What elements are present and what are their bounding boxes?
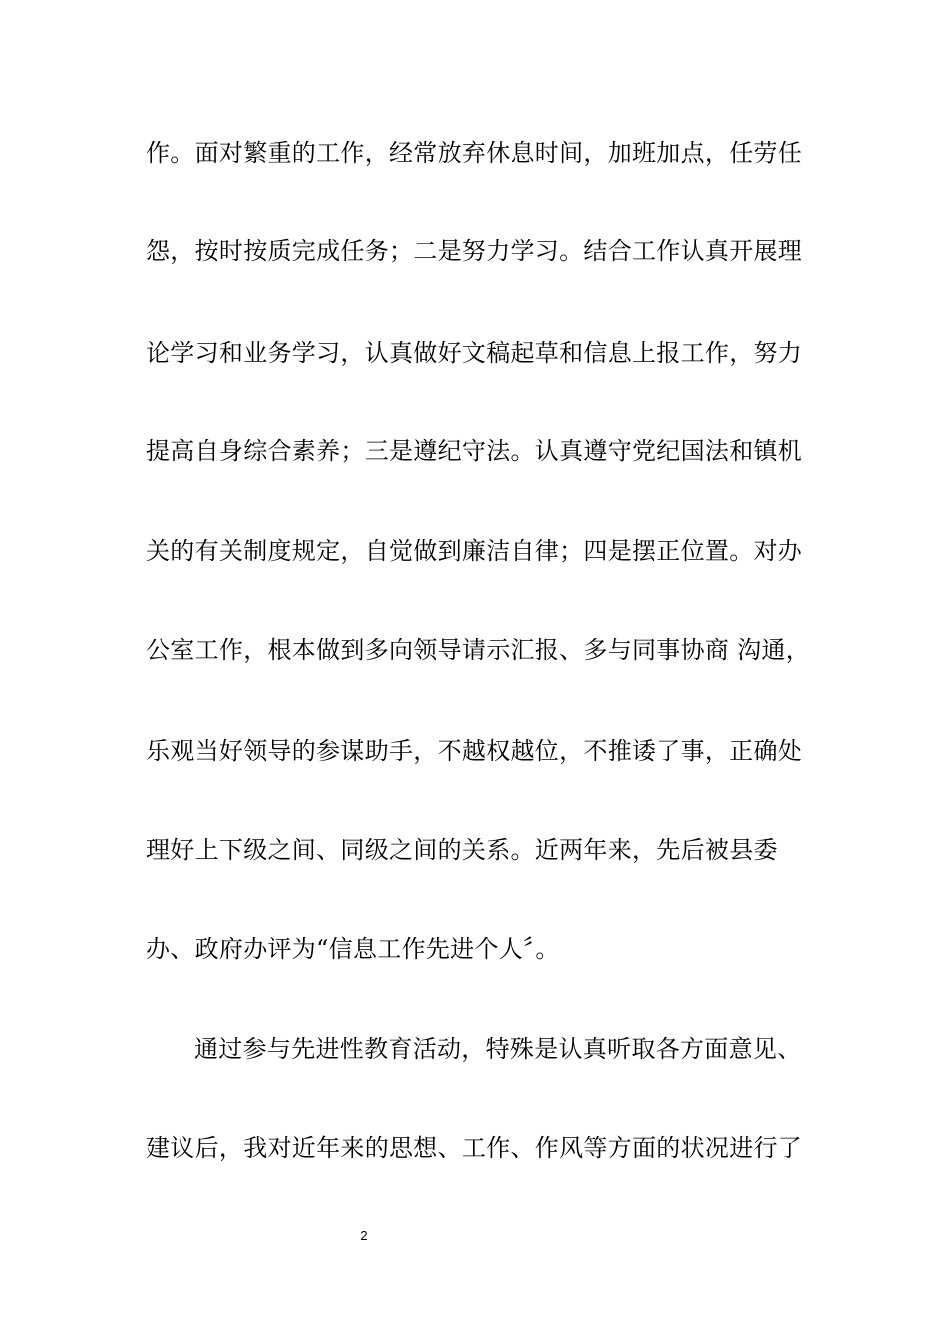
text-line: 理好上下级之间、同级之间的关系。近两年来，先后被县委 <box>146 836 778 864</box>
text-line: 怨，按时按质完成任务；二是努力学习。结合工作认真开展理 <box>146 237 803 265</box>
text-line: 建议后，我对近年来的思想、工作、作风等方面的状况进行了 <box>146 1134 803 1162</box>
text-line: 作。面对繁重的工作，经常放弃休息时间，加班加点，任劳任 <box>146 139 803 167</box>
text-line: 公室工作，根本做到多向领导请示汇报、多与同事协商 沟通， <box>146 636 811 664</box>
page-number: 2 <box>360 1228 368 1243</box>
text-line: 关的有关制度规定，自觉做到廉洁自律；四是摆正位置。对办 <box>146 537 803 565</box>
paragraph-first-line: 通过参与先进性教育活动，特殊是认真听取各方面意见、 <box>194 1035 802 1063</box>
text-line: 提高自身综合素养；三是遵纪守法。认真遵守党纪国法和镇机 <box>146 437 803 465</box>
text-line: 论学习和业务学习，认真做好文稿起草和信息上报工作，努力 <box>146 339 803 367</box>
text-line: 办、政府办评为“信息工作先进个人〞。 <box>146 935 560 963</box>
text-line: 乐观当好领导的参谋助手，不越权越位，不推诿了事，正确处 <box>146 737 803 765</box>
